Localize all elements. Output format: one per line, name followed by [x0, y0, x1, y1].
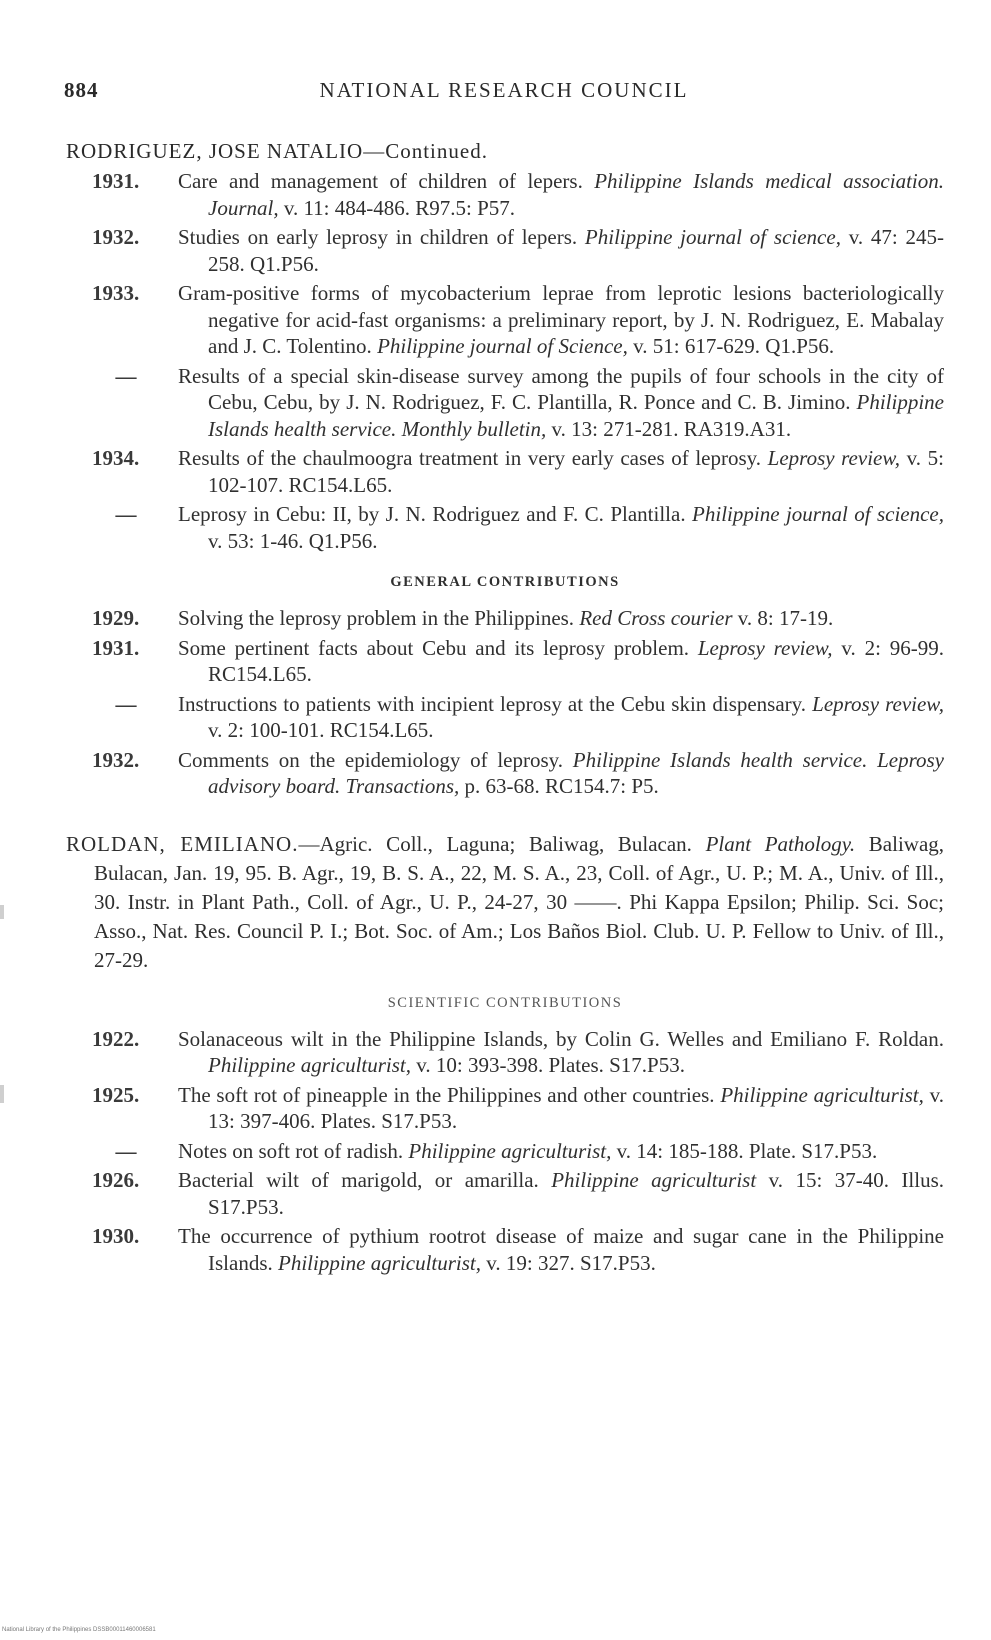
entry-details: v. 13: 397-406. Plates. S17.P53. [208, 1082, 945, 1133]
entry-citation [178, 1082, 944, 1135]
entry-year: 1933. [92, 281, 140, 305]
entry-title: Results of a special skin-disease survey among the pupils of four schools in the city of Cebu, Cebu, by J. N. Rodriguez, F. C. Plantilla, R. Ponce and C. B. Jimino. [178, 363, 944, 414]
scientific-contributions-list [66, 1026, 944, 1277]
entry-year: — [115, 502, 137, 526]
bio-details: Baliwag, Bulacan, Jan. 19, 95. B. Agr., 19, B. S. A., 22, M. S. A., 23, Coll. of Agr., U. P.; M. A., Univ. of Ill., 30. Instr. in Plant Path., Coll. of Agr., U. P., 24-27, 30 ——. Phi Kappa Epsilon; Philip. Sci. Soc; Asso., Nat. Res. Council P. I.; Bot. Soc. of Am.; Los Baños Biol. Club. U. P. Fellow to Univ. of Ill., 27-29. [94, 831, 945, 972]
entry-year: 1926. [92, 1168, 140, 1192]
rodriguez-entry-list [66, 168, 944, 554]
entry-citation [178, 445, 944, 498]
entry-journal: Philippine agriculturist, [208, 1053, 411, 1077]
bibliography-entry [66, 168, 944, 221]
entry-journal: Red Cross courier [579, 606, 733, 630]
entry-title: Comments on the epidemiology of leprosy. [178, 747, 573, 772]
entry-details: v. 5: 102-107. RC154.L65. [208, 446, 944, 497]
entry-year: — [115, 363, 137, 388]
entry-details: v. 53: 1-46. Q1.P56. [208, 528, 378, 553]
entry-journal: Leprosy review, [812, 691, 944, 716]
bibliography-entry [66, 1223, 944, 1276]
section-heading-scientific: SCIENTIFIC CONTRIBUTIONS [387, 994, 623, 1011]
entry-citation [178, 635, 944, 688]
section-heading-general: GENERAL CONTRIBUTIONS [390, 574, 620, 590]
entry-title: Solanaceous wilt in the Philippine Islands, by Colin G. Welles and Emiliano F. Roldan. [178, 1026, 944, 1051]
entry-journal: Leprosy review, [767, 446, 901, 470]
bibliography-entry [66, 1167, 944, 1220]
entry-year: 1931. [92, 635, 140, 660]
bibliography-entry [66, 445, 944, 498]
entry-details: v. 2: 96-99. RC154.L65. [208, 635, 944, 686]
entry-journal: Philippine Islands medical association. Journal, [208, 169, 944, 220]
entry-journal: Philippine journal of Science, [377, 334, 628, 358]
bibliography-entry [66, 635, 944, 688]
author-heading-text: RODRIGUEZ, JOSE NATALIO—Continued. [66, 139, 488, 163]
entry-year: 1934. [92, 446, 140, 470]
entry-journal: Leprosy review, [697, 635, 833, 660]
entry-title: Results of the chaulmoogra treatment in very early cases of leprosy. [178, 446, 768, 470]
entry-year: 1930. [92, 1224, 140, 1248]
author-bio-roldan [66, 830, 944, 975]
entry-journal: Philippine Islands health service. Monthly bulletin, [208, 390, 944, 441]
entry-citation [178, 691, 944, 744]
page-footer: National Library of the Philippines DSSB00011460006581 [2, 1627, 156, 1633]
entry-title: The occurrence of pythium rootrot disease of maize and sugar cane in the Philippine Islands. [178, 1224, 944, 1275]
entry-title: Leprosy in Cebu: II, by J. N. Rodriguez and F. C. Plantilla. [178, 502, 693, 526]
entry-title: Gram-positive forms of mycobacterium leprae from leprotic lesions bacteriologically negative for acid-fast organisms: a preliminary report, by J. N. Rodriguez, E. Mabalay and J. C. Tolentino. [178, 281, 944, 358]
entry-citation [178, 1223, 944, 1276]
entry-year: — [115, 691, 137, 716]
page-body [66, 138, 944, 1279]
entry-journal: Philippine agriculturist, [278, 1250, 481, 1275]
entry-citation [178, 363, 944, 443]
entry-year: 1925. [92, 1082, 140, 1107]
entry-details: p. 63-68. RC154.7: P5. [459, 774, 659, 798]
bio-field: Plant Pathology. [705, 831, 856, 856]
entry-journal: Philippine agriculturist, [720, 1082, 924, 1107]
entry-details: v. 2: 100-101. RC154.L65. [208, 718, 434, 742]
entry-title: Bacterial wilt of marigold, or amarilla. [178, 1168, 552, 1192]
page-header [64, 78, 944, 114]
entry-year: — [115, 1138, 137, 1163]
entry-details: v. 8: 17-19. [732, 606, 834, 630]
entry-details: v. 14: 185-188. Plate. S17.P53. [611, 1138, 878, 1163]
entry-details: v. 47: 245-258. Q1.P56. [208, 225, 945, 276]
entry-journal: Philippine agriculturist [551, 1168, 757, 1192]
entry-details: v. 15: 37-40. Illus. S17.P53. [208, 1168, 944, 1219]
bibliography-entry [66, 1026, 944, 1079]
entry-title: Solving the leprosy problem in the Philippines. [178, 606, 580, 630]
entry-journal: Philippine journal of science, [692, 502, 945, 526]
bibliography-entry [66, 605, 944, 632]
running-title: NATIONAL RESEARCH COUNCIL [319, 78, 689, 102]
entry-title: Notes on soft rot of radish. [178, 1138, 409, 1163]
entry-title: Instructions to patients with incipient leprosy at the Cebu skin dispensary. [178, 691, 813, 716]
bibliography-entry [66, 1138, 944, 1165]
entry-year: 1932. [92, 747, 140, 772]
bibliography-entry [66, 224, 944, 277]
scan-edge-mark [0, 905, 4, 919]
bio-affiliation: —Agric. Coll., Laguna; Baliwag, Bulacan. [298, 831, 706, 856]
author-heading-rodriguez [66, 138, 944, 164]
entry-year: 1922. [92, 1026, 140, 1051]
general-contributions-list [66, 605, 944, 800]
entry-details: v. 10: 393-398. Plates. S17.P53. [411, 1053, 685, 1077]
entry-citation [178, 168, 944, 221]
entry-year: 1931. [92, 169, 140, 193]
entry-year: 1929. [92, 606, 140, 630]
bibliography-entry [66, 1082, 944, 1135]
bibliography-entry [66, 691, 944, 744]
entry-citation [178, 1026, 944, 1079]
entry-details: v. 51: 617-629. Q1.P56. [627, 334, 835, 358]
entry-citation [178, 747, 944, 800]
bibliography-entry [66, 747, 944, 800]
entry-citation [178, 1138, 944, 1165]
bibliography-entry [66, 363, 944, 443]
entry-citation [178, 1167, 944, 1220]
scan-edge-mark [0, 1085, 4, 1103]
entry-citation [178, 501, 944, 554]
bibliography-entry [66, 501, 944, 554]
entry-citation [178, 224, 944, 277]
entry-details: v. 11: 484-486. R97.5: P57. [278, 195, 516, 220]
entry-citation [178, 280, 944, 360]
entry-details: v. 19: 327. S17.P53. [481, 1250, 656, 1275]
entry-journal: Philippine Islands health service. Leprosy advisory board. Transactions, [208, 747, 945, 798]
entry-title: Some pertinent facts about Cebu and its leprosy problem. [178, 635, 698, 660]
entry-title: Care and management of children of lepers. [178, 169, 595, 193]
entry-citation [178, 605, 944, 632]
author-name-roldan: ROLDAN, EMILIANO. [66, 831, 299, 856]
entry-details: v. 13: 271-281. RA319.A31. [546, 416, 792, 441]
entry-title: Studies on early leprosy in children of lepers. [178, 225, 585, 249]
bibliography-entry [66, 280, 944, 360]
page-number: 884 [64, 78, 99, 102]
entry-journal: Philippine agriculturist, [408, 1138, 612, 1163]
entry-journal: Philippine journal of science, [584, 225, 841, 249]
entry-title: The soft rot of pineapple in the Philippines and other countries. [178, 1082, 721, 1107]
entry-year: 1932. [92, 225, 140, 249]
